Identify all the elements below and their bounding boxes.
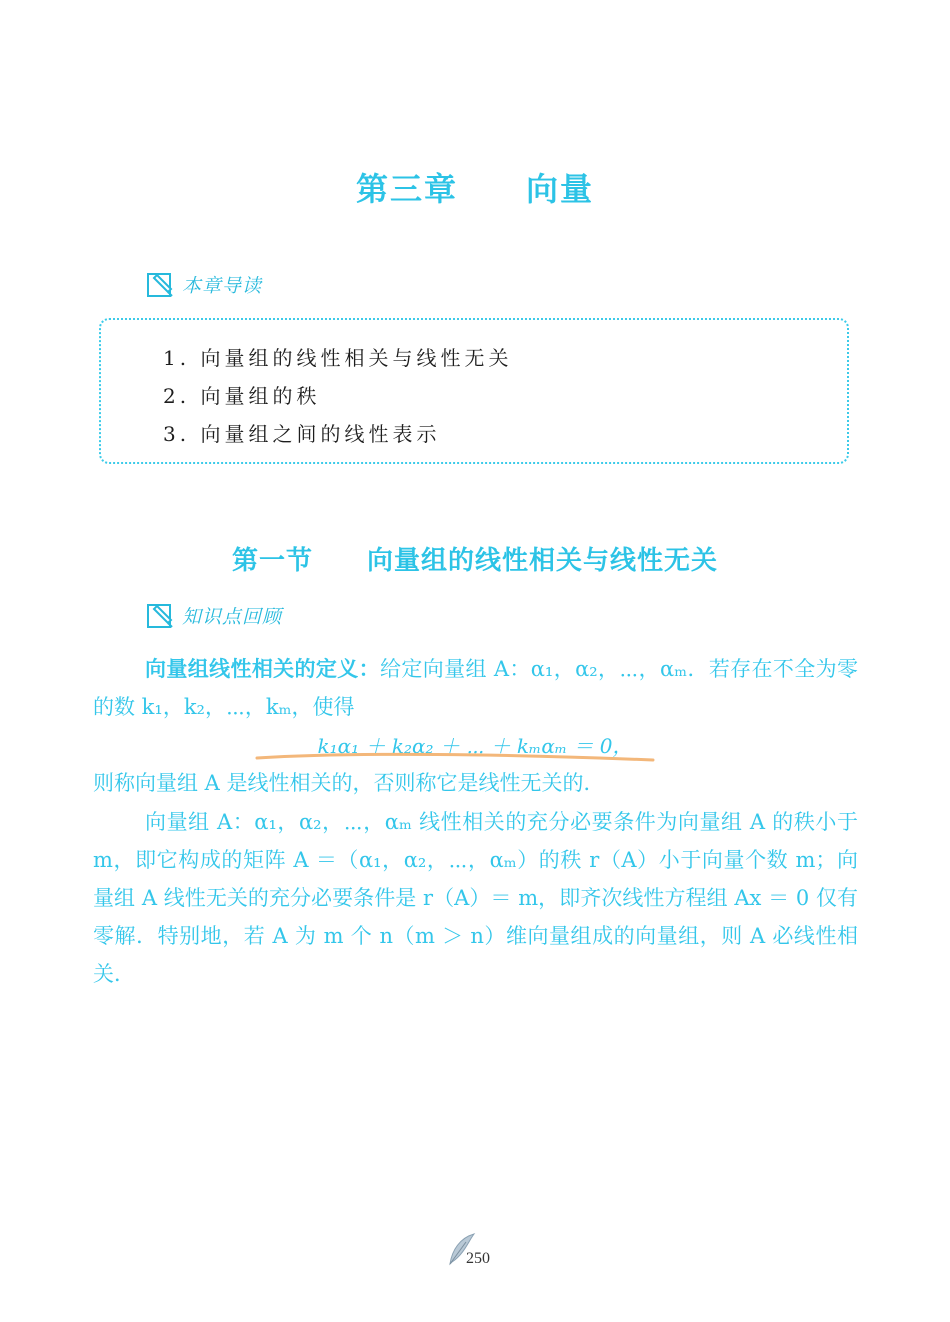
pencil-note-icon <box>146 601 174 629</box>
definition-term: 向量组线性相关的定义： <box>145 656 380 681</box>
condition-paragraph: 向量组 A：α₁，α₂，⋯，αₘ 线性相关的充分必要条件为向量组 A 的秩小于 m，即它构成的矩阵 A ＝（α₁，α₂，⋯，αₘ）的秩 r（A）小于向量个数 m；向量组 A 线性无关的充分必要条件是 r（A）＝ m，即齐次线性方程组 Ax ＝ 0 仅有零解．特别地，若 A 为 m 个 n（m ＞ n）维向量组成的向量组，则 A 必线性相关． <box>93 810 858 986</box>
chapter-guide-label <box>146 270 262 298</box>
section-title: 第一节 向量组的线性相关与线性无关 <box>231 546 718 576</box>
knowledge-review-label <box>146 601 282 629</box>
definition-text: 给定向量组 A：α₁，α₂，⋯，αₘ．若存在不全为零的数 k₁，k₂，⋯，kₘ，使得 <box>93 657 858 719</box>
definition-paragraph <box>93 650 858 726</box>
chapter-guide-text: 本章导读 <box>182 274 263 297</box>
guide-item: 2. 向量组的秩 <box>163 384 321 408</box>
definition-conclusion: 则称向量组 A 是线性相关的，否则称它是线性无关的． <box>93 771 605 795</box>
definition-formula: k₁α₁ ＋ k₂α₂ ＋ ⋯ ＋ kₘαₘ ＝ 0， <box>317 734 633 758</box>
guide-item: 1. 向量组的线性相关与线性无关 <box>163 346 513 370</box>
knowledge-review-text: 知识点回顾 <box>182 605 283 628</box>
page-number: 250 <box>466 1250 490 1267</box>
chapter-title: 第三章 向量 <box>355 170 594 208</box>
guide-item: 3. 向量组之间的线性表示 <box>163 422 441 446</box>
pencil-note-icon <box>146 270 174 298</box>
chapter-guide-box <box>99 318 849 464</box>
